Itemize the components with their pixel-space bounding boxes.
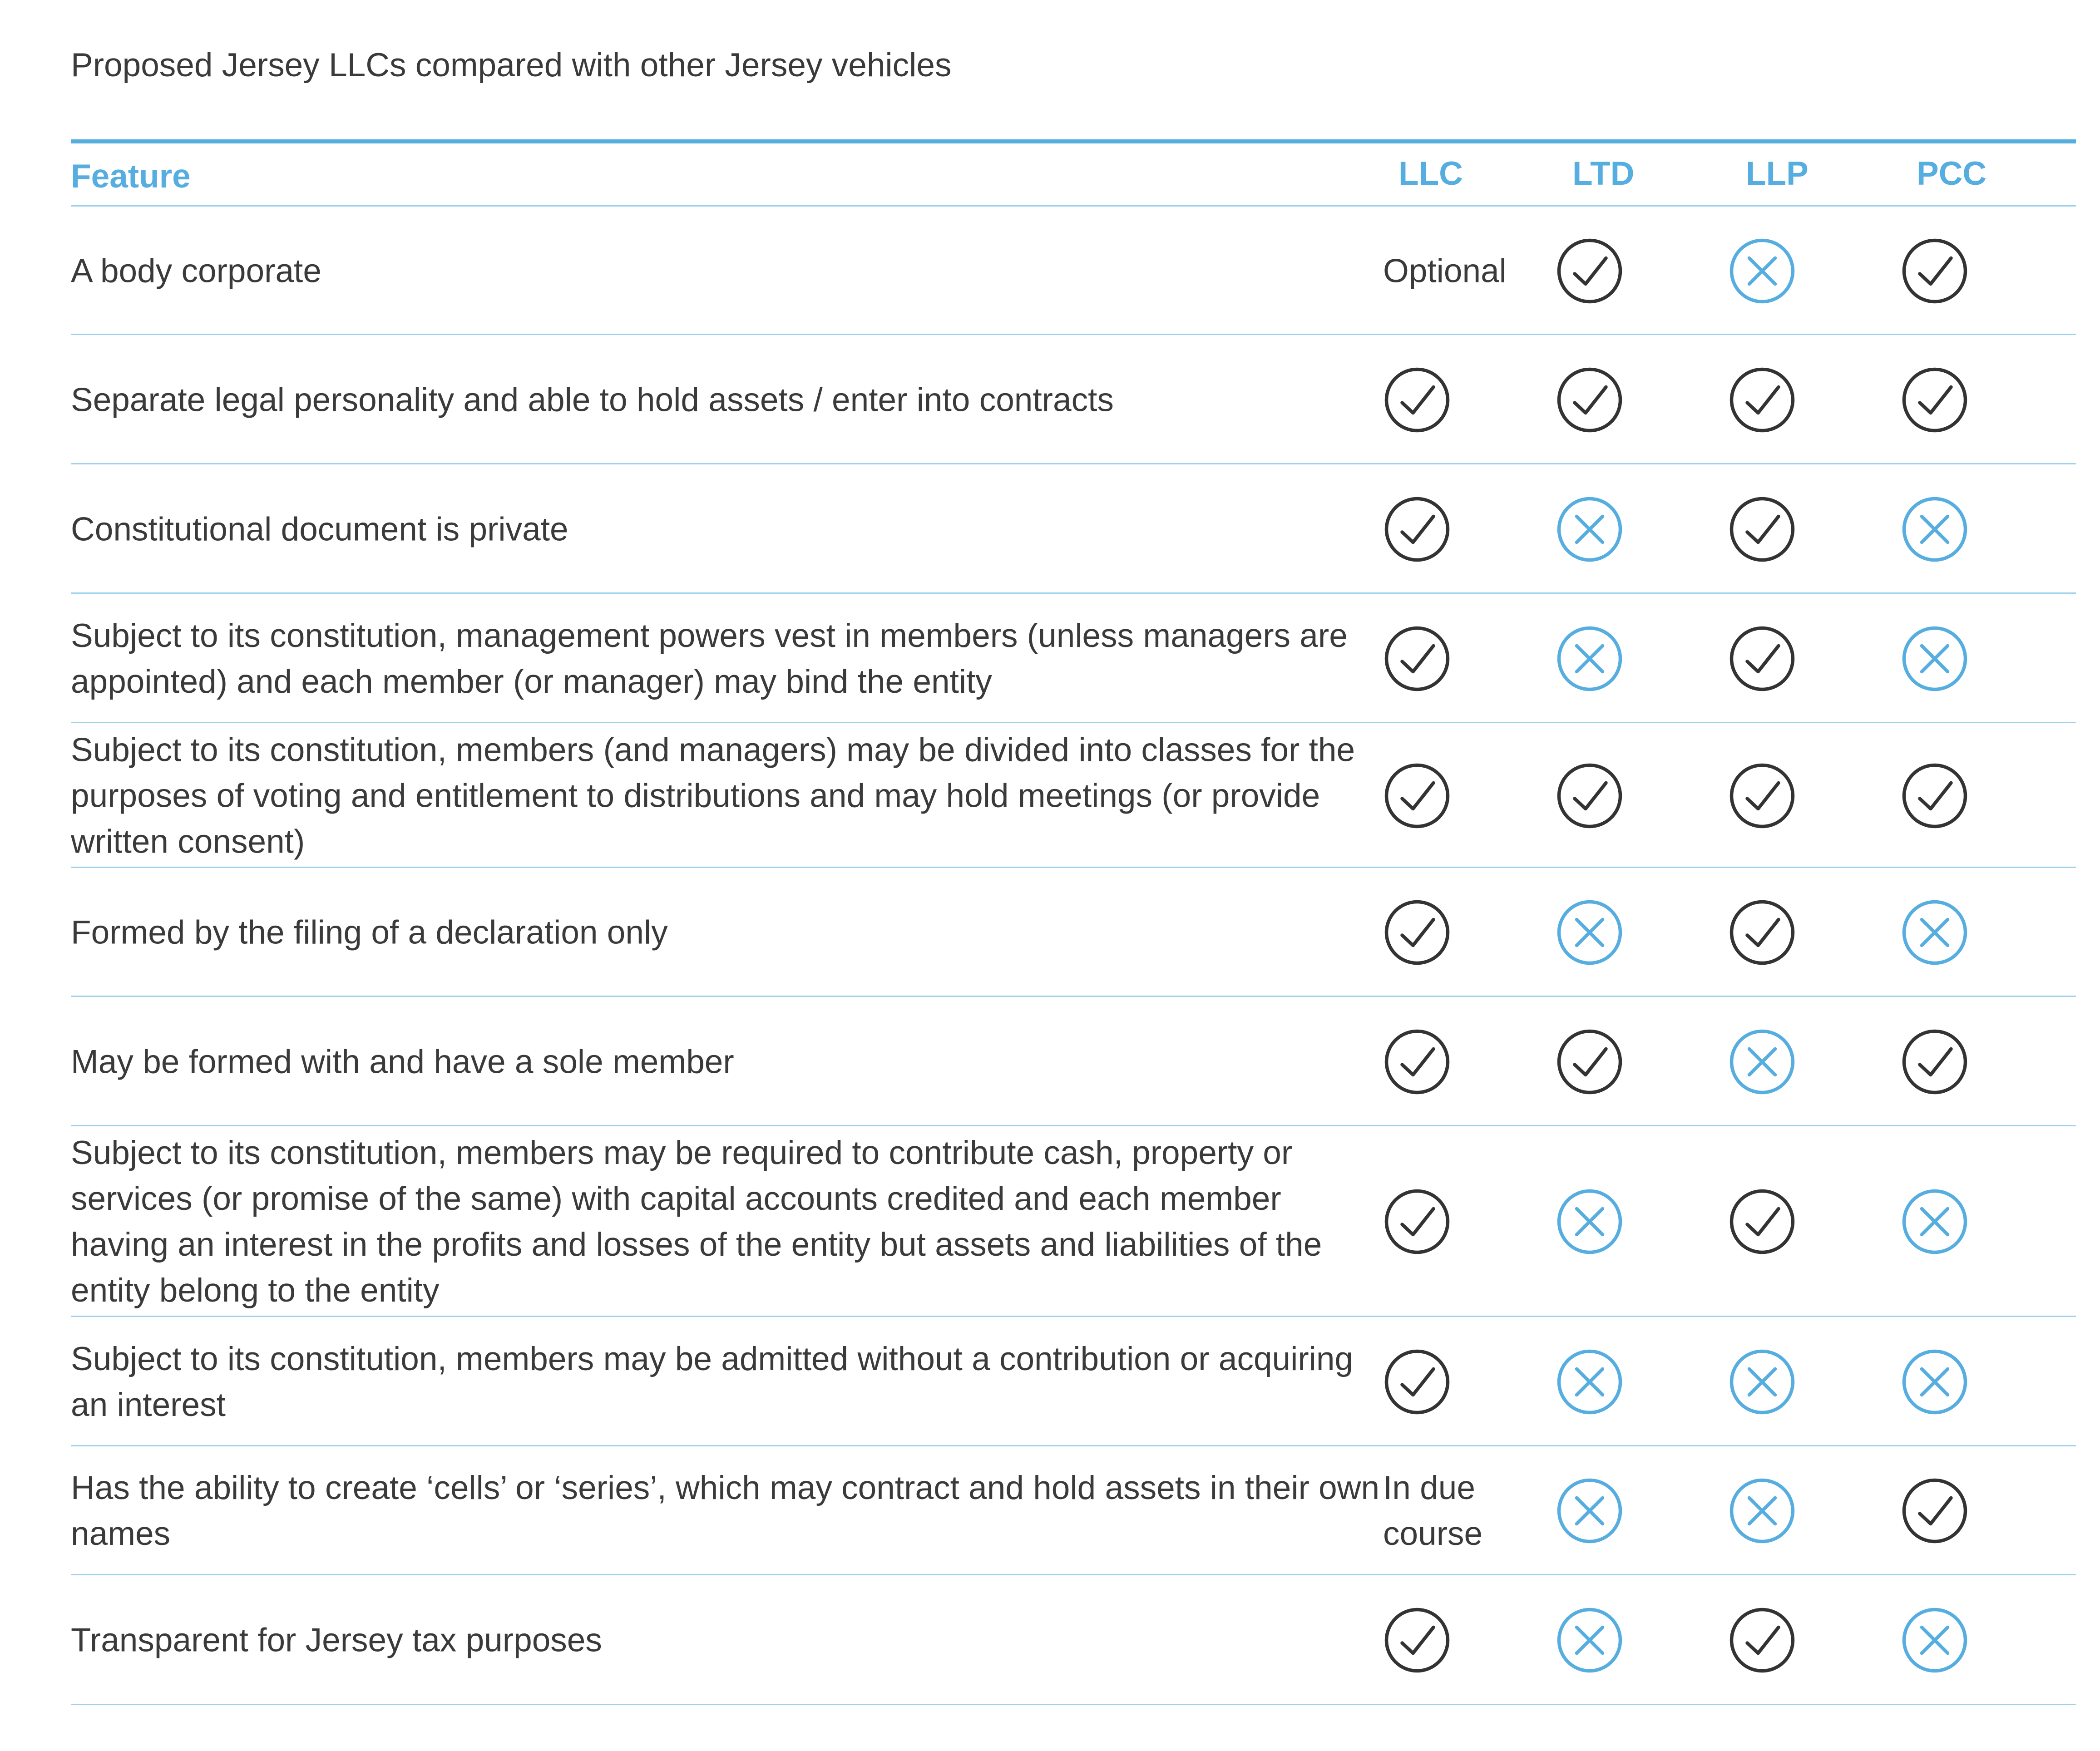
llc-check-circle-icon xyxy=(1383,625,1451,693)
llc-check-circle-icon xyxy=(1383,1028,1451,1096)
pcc-cross-circle-icon xyxy=(1901,625,1969,693)
feature-label: A body corporate xyxy=(71,252,321,289)
llc-check-circle-icon xyxy=(1383,762,1451,830)
llc-check-circle-icon xyxy=(1383,1606,1451,1674)
llp-check-circle-icon xyxy=(1728,1188,1796,1256)
ltd-cross-circle-icon xyxy=(1556,495,1624,563)
llp-cross-circle-icon xyxy=(1728,1477,1796,1545)
llc-check-circle-icon xyxy=(1383,898,1451,967)
table-row xyxy=(0,1446,2100,1575)
pcc-check-circle-icon xyxy=(1901,762,1969,830)
llc-check-circle-icon xyxy=(1383,366,1451,434)
llc-check-circle-icon xyxy=(1383,495,1451,563)
feature-label: Has the ability to create ‘cells’ or ‘series’, which may contract and hold assets in their own names xyxy=(71,1470,1380,1552)
header-llc: LLC xyxy=(1398,155,1463,192)
table-row xyxy=(0,723,2100,868)
llc-value-text: In due course xyxy=(1383,1470,1483,1552)
feature-label: Subject to its constitution, management powers vest in members (unless managers are appointed) and each member (or manager) may bind the entity xyxy=(71,617,1348,700)
feature-label: Subject to its constitution, members may be admitted without a contribution or acquiring an interest xyxy=(71,1340,1354,1423)
llp-check-circle-icon xyxy=(1728,898,1796,967)
pcc-check-circle-icon xyxy=(1901,237,1969,305)
ltd-cross-circle-icon xyxy=(1556,1606,1624,1674)
pcc-check-circle-icon xyxy=(1901,1028,1969,1096)
llp-cross-circle-icon xyxy=(1728,1348,1796,1416)
ltd-cross-circle-icon xyxy=(1556,625,1624,693)
ltd-cross-circle-icon xyxy=(1556,1348,1624,1416)
row-divider xyxy=(71,1704,2076,1705)
feature-label: Subject to its constitution, members may be required to contribute cash, property or services (or promise of the same) with capital accounts credited and each member having an interest in the profits and losses of the entity but assets and liabilities of the entity belong to the entity xyxy=(71,1134,1322,1309)
header-feature: Feature xyxy=(71,158,191,195)
pcc-cross-circle-icon xyxy=(1901,898,1969,967)
header-llp: LLP xyxy=(1746,155,1808,192)
pcc-check-circle-icon xyxy=(1901,1477,1969,1545)
table-row xyxy=(0,1317,2100,1446)
llp-check-circle-icon xyxy=(1728,495,1796,563)
table-row xyxy=(0,868,2100,997)
table-row xyxy=(0,1575,2100,1705)
ltd-check-circle-icon xyxy=(1556,1028,1624,1096)
llc-check-circle-icon xyxy=(1383,1188,1451,1256)
table-row xyxy=(0,594,2100,723)
table-caption: Proposed Jersey LLCs compared with other Jersey vehicles xyxy=(71,47,952,84)
pcc-cross-circle-icon xyxy=(1901,1348,1969,1416)
llp-cross-circle-icon xyxy=(1728,237,1796,305)
llc-value-text: Optional xyxy=(1383,252,1507,289)
pcc-cross-circle-icon xyxy=(1901,495,1969,563)
feature-label: Formed by the filing of a declaration only xyxy=(71,914,668,951)
llp-check-circle-icon xyxy=(1728,1606,1796,1674)
feature-label: Separate legal personality and able to hold assets / enter into contracts xyxy=(71,381,1114,418)
ltd-cross-circle-icon xyxy=(1556,1188,1624,1256)
table-row xyxy=(0,997,2100,1126)
ltd-check-circle-icon xyxy=(1556,762,1624,830)
table-row xyxy=(0,207,2100,335)
top-rule xyxy=(71,139,2076,143)
feature-label: Constitutional document is private xyxy=(71,511,568,547)
table-row xyxy=(0,1126,2100,1317)
ltd-check-circle-icon xyxy=(1556,237,1624,305)
ltd-check-circle-icon xyxy=(1556,366,1624,434)
llp-check-circle-icon xyxy=(1728,762,1796,830)
ltd-cross-circle-icon xyxy=(1556,1477,1624,1545)
header-ltd: LTD xyxy=(1572,155,1635,192)
llc-check-circle-icon xyxy=(1383,1348,1451,1416)
llp-cross-circle-icon xyxy=(1728,1028,1796,1096)
pcc-cross-circle-icon xyxy=(1901,1188,1969,1256)
pcc-check-circle-icon xyxy=(1901,366,1969,434)
feature-label: May be formed with and have a sole member xyxy=(71,1043,734,1080)
header-pcc: PCC xyxy=(1917,155,1987,192)
table-row xyxy=(0,335,2100,464)
llp-check-circle-icon xyxy=(1728,625,1796,693)
feature-label: Subject to its constitution, members (and managers) may be divided into classes for the purposes of voting and entitlement to distributions and may hold meetings (or provide written consent) xyxy=(71,731,1355,860)
llp-check-circle-icon xyxy=(1728,366,1796,434)
table-row xyxy=(0,464,2100,594)
ltd-cross-circle-icon xyxy=(1556,898,1624,967)
feature-label: Transparent for Jersey tax purposes xyxy=(71,1622,602,1659)
pcc-cross-circle-icon xyxy=(1901,1606,1969,1674)
